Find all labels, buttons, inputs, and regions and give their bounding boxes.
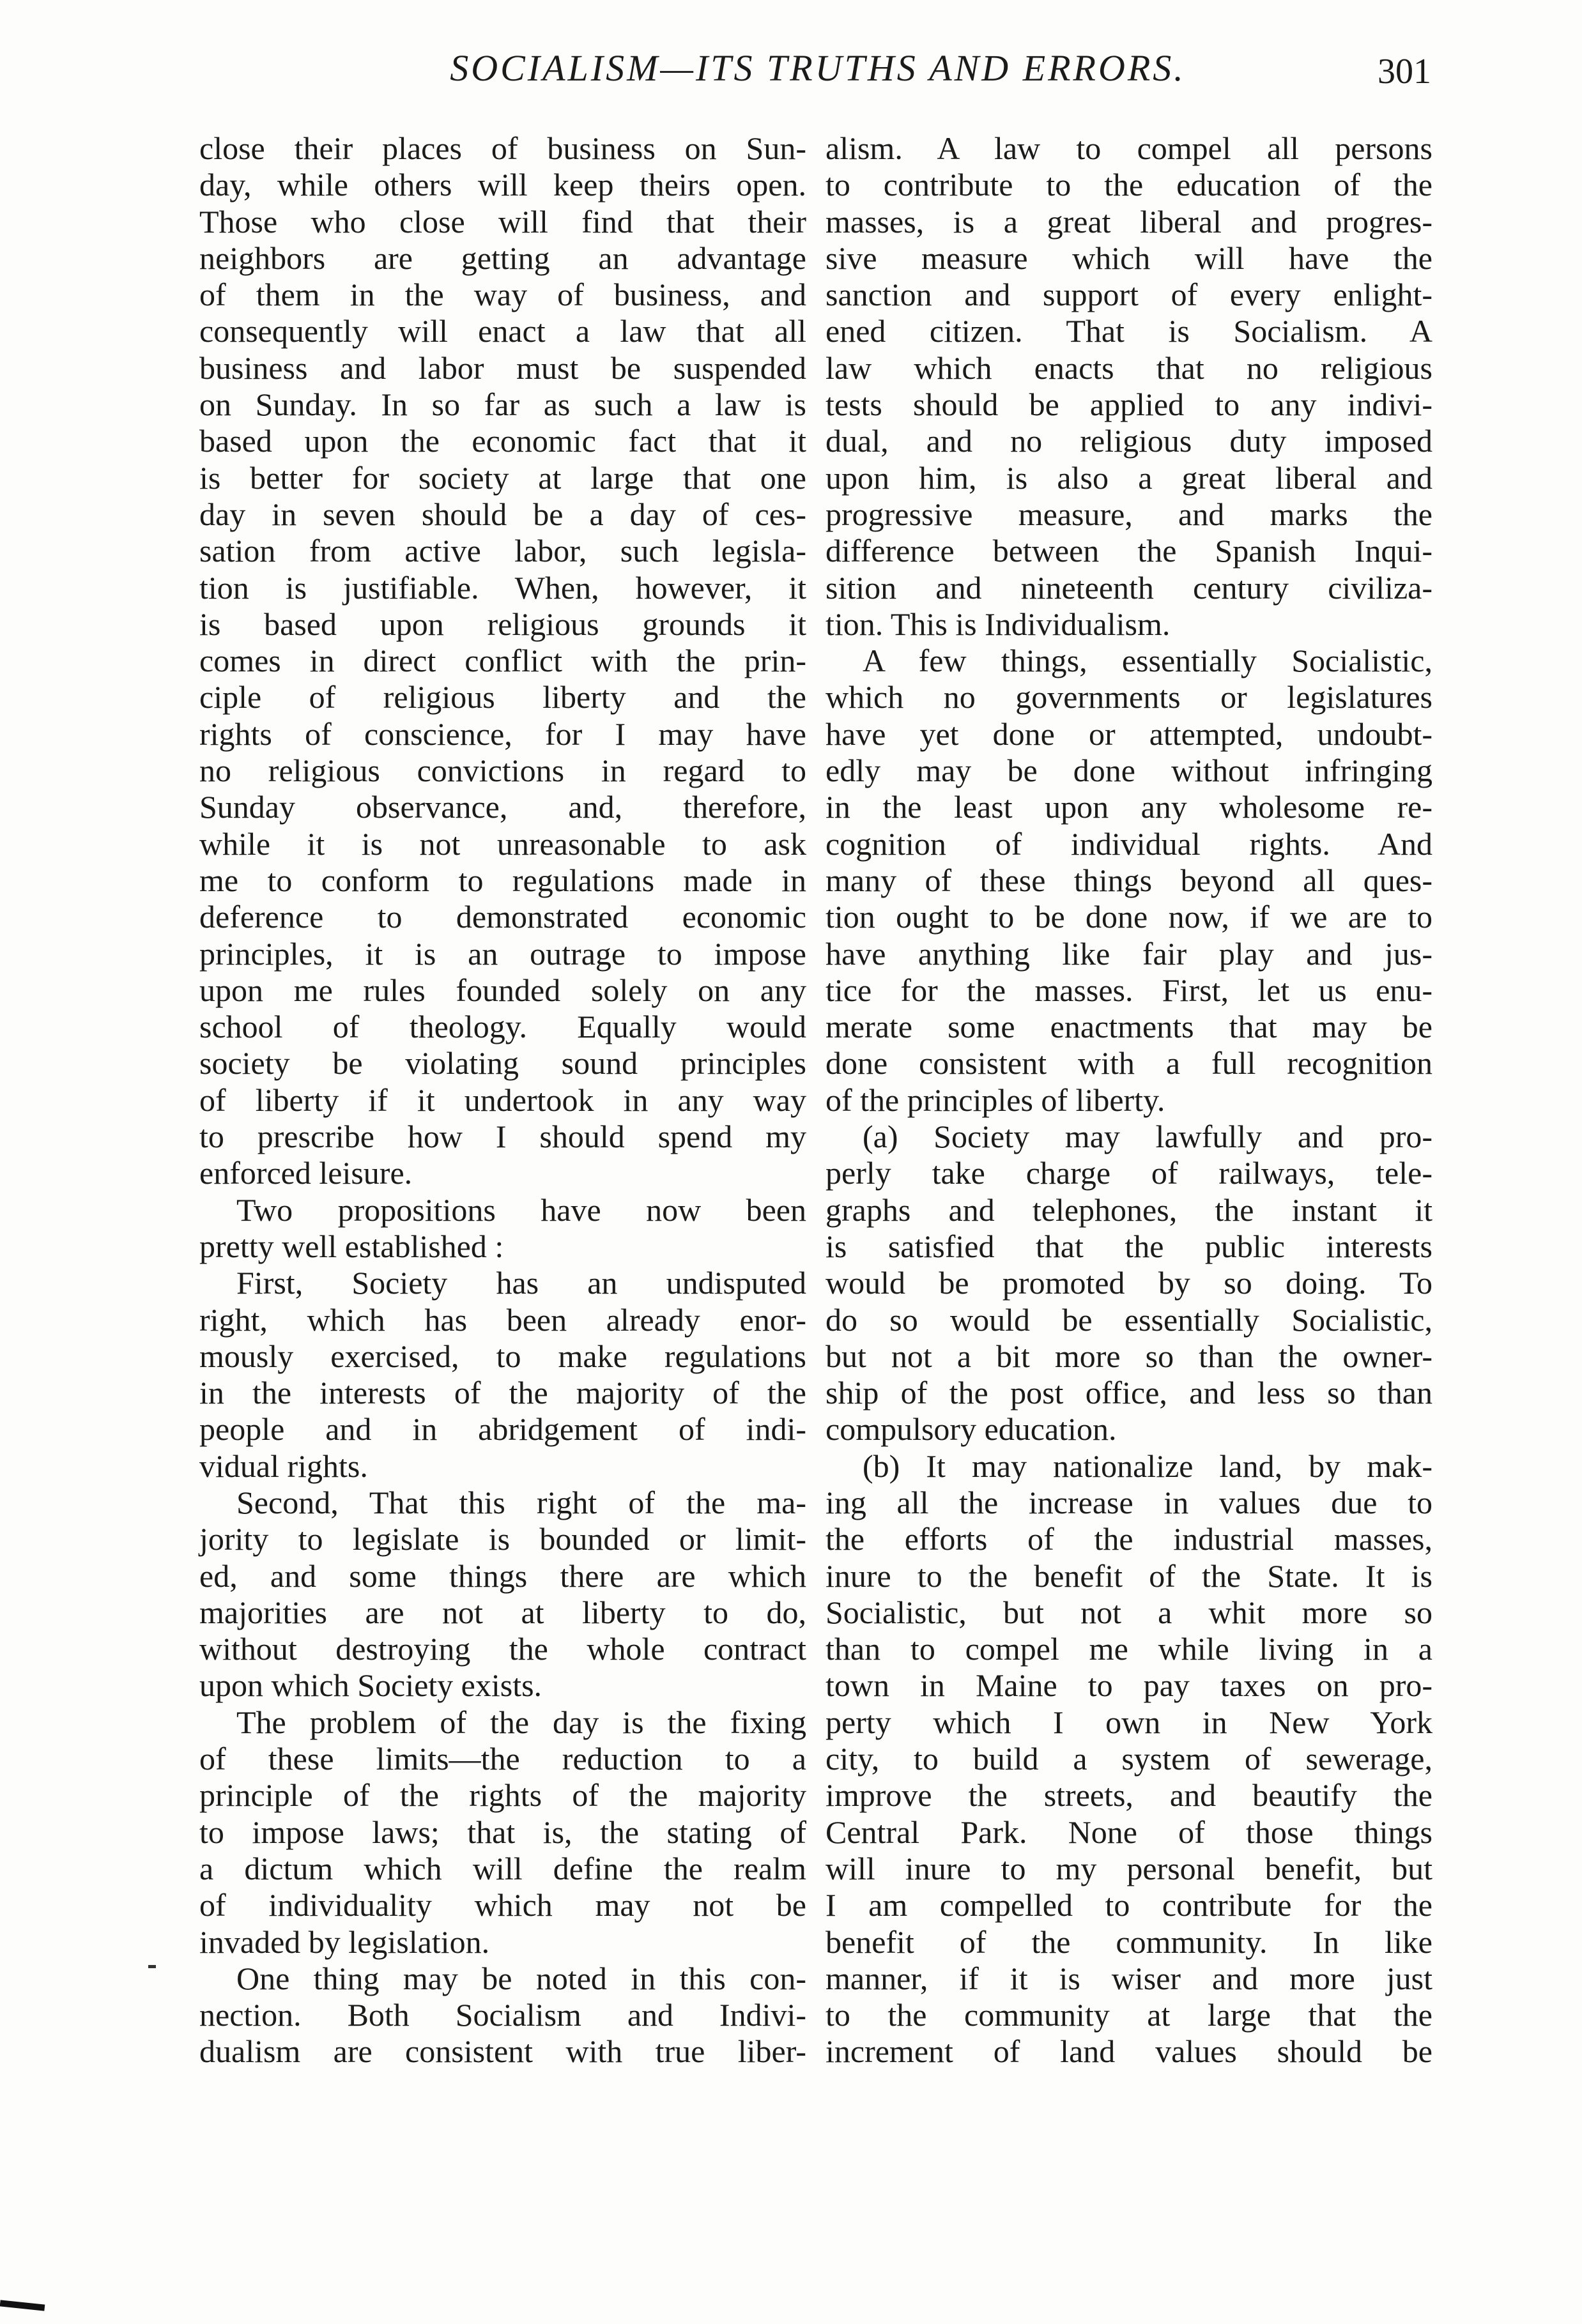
text-line: jority to legislate is bounded or limit- <box>199 1521 806 1557</box>
text-line: pretty well established : <box>199 1228 504 1264</box>
margin-mark <box>148 1965 156 1968</box>
text-line: day, while others will keep theirs open. <box>199 167 806 203</box>
text-line: vidual rights. <box>199 1448 368 1484</box>
text-line: ciple of religious liberty and the <box>199 679 806 715</box>
text-line: close their places of business on Sun- <box>199 130 806 166</box>
text-line: than to compel me while living in a <box>826 1631 1432 1667</box>
text-line: cognition of individual rights. And <box>826 825 1432 862</box>
running-header-title: SOCIALISM—ITS TRUTHS AND ERRORS. <box>450 47 1186 89</box>
text-line: to contribute to the education of the <box>826 167 1432 203</box>
text-line: principles, it is an outrage to impose <box>199 935 806 972</box>
text-line: have yet done or attempted, undoubt- <box>826 715 1432 752</box>
text-line: neighbors are getting an advantage <box>199 240 806 276</box>
text-line: A few things, essentially Socialistic, <box>863 643 1432 679</box>
text-line: of them in the way of business, and <box>199 277 806 313</box>
text-line: alism. A law to compel all persons <box>826 130 1432 166</box>
text-line: sanction and support of every enlight- <box>826 277 1432 313</box>
text-line: dualism are consistent with true liber- <box>199 2033 806 2070</box>
text-line: ed, and some things there are which <box>199 1557 806 1594</box>
text-line: increment of land values should be <box>826 2033 1432 2070</box>
text-line: upon me rules founded solely on any <box>199 972 806 1008</box>
corner-scan-mark <box>0 2300 45 2311</box>
text-line: me to conform to regulations made in <box>199 862 806 898</box>
text-line: deference to demonstrated economic <box>199 899 806 935</box>
text-line: a dictum which will define the realm <box>199 1850 806 1886</box>
text-line: of these limits—the reduction to a <box>199 1741 806 1777</box>
text-line: difference between the Spanish Inqui- <box>826 533 1432 569</box>
text-line: tion is justifiable. When, however, it <box>199 569 806 606</box>
text-line: right, which has been already enor- <box>199 1301 806 1338</box>
page-number: 301 <box>1378 52 1431 91</box>
text-line: edly may be done without infringing <box>826 753 1432 789</box>
text-line: is based upon religious grounds it <box>199 606 806 642</box>
text-line: I am compelled to contribute for the <box>826 1887 1432 1923</box>
text-line: perty which I own in New York <box>826 1704 1432 1740</box>
text-line: (a) Society may lawfully and pro- <box>863 1119 1432 1155</box>
text-line: tion ought to be done now, if we are to <box>826 899 1432 935</box>
text-line: The problem of the day is the fixing <box>236 1704 806 1740</box>
text-line: of individuality which may not be <box>199 1887 806 1923</box>
text-line: business and labor must be suspended <box>199 349 806 386</box>
text-line: of liberty if it undertook in any way <box>199 1082 806 1118</box>
text-line: graphs and telephones, the instant it <box>826 1191 1432 1228</box>
text-line: of the principles of liberty. <box>826 1082 1165 1118</box>
text-line: nection. Both Socialism and Indivi- <box>199 1997 806 2033</box>
text-line: improve the streets, and beautify the <box>826 1777 1432 1814</box>
text-line: compulsory education. <box>826 1411 1117 1448</box>
text-line: upon which Society exists. <box>199 1667 542 1704</box>
text-line: ing all the increase in values due to <box>826 1484 1432 1520</box>
text-line: One thing may be noted in this con- <box>236 1960 806 1996</box>
text-line: majorities are not at liberty to do, <box>199 1594 806 1630</box>
text-line: done consistent with a full recognition <box>826 1045 1432 1082</box>
text-line: First, Society has an undisputed <box>236 1265 806 1301</box>
text-line: manner, if it is wiser and more just <box>826 1960 1432 1996</box>
text-line: do so would be essentially Socialistic, <box>826 1301 1432 1338</box>
text-line: benefit of the community. In like <box>826 1923 1432 1960</box>
text-line: tice for the masses. First, let us enu- <box>826 972 1432 1008</box>
text-line: the efforts of the industrial masses, <box>826 1521 1432 1557</box>
text-line: city, to build a system of sewerage, <box>826 1741 1432 1777</box>
text-line: Socialistic, but not a whit more so <box>826 1594 1432 1630</box>
text-line: people and in abridgement of indi- <box>199 1411 806 1448</box>
text-line: Central Park. None of those things <box>826 1814 1432 1850</box>
text-line: sive measure which will have the <box>826 240 1432 276</box>
text-line: but not a bit more so than the owner- <box>826 1338 1432 1374</box>
left-text-column <box>199 130 806 2070</box>
text-line: Those who close will find that their <box>199 203 806 240</box>
text-line: is better for society at large that one <box>199 459 806 496</box>
text-line: school of theology. Equally would <box>199 1009 806 1045</box>
text-line: town in Maine to pay taxes on pro- <box>826 1667 1432 1704</box>
text-line: inure to the benefit of the State. It is <box>826 1557 1432 1594</box>
text-line: to the community at large that the <box>826 1997 1432 2033</box>
text-line: comes in direct conflict with the prin- <box>199 643 806 679</box>
text-line: would be promoted by so doing. To <box>826 1265 1432 1301</box>
text-line: Second, That this right of the ma- <box>236 1484 806 1520</box>
text-line: invaded by legislation. <box>199 1923 490 1960</box>
text-line: on Sunday. In so far as such a law is <box>199 386 806 423</box>
text-line: in the least upon any wholesome re- <box>826 789 1432 825</box>
text-line: upon him, is also a great liberal and <box>826 459 1432 496</box>
text-line: no religious convictions in regard to <box>199 753 806 789</box>
text-line: sition and nineteenth century civiliza- <box>826 569 1432 606</box>
text-line: rights of conscience, for I may have <box>199 715 806 752</box>
text-line: Sunday observance, and, therefore, <box>199 789 806 825</box>
text-line: mously exercised, to make regulations <box>199 1338 806 1374</box>
text-line: society be violating sound principles <box>199 1045 806 1082</box>
text-line: law which enacts that no religious <box>826 349 1432 386</box>
text-line: ened citizen. That is Socialism. A <box>826 313 1432 349</box>
text-line: Two propositions have now been <box>236 1191 806 1228</box>
text-line: progressive measure, and marks the <box>826 496 1432 532</box>
text-line: based upon the economic fact that it <box>199 423 806 459</box>
text-line: sation from active labor, such legisla- <box>199 533 806 569</box>
text-line: which no governments or legislatures <box>826 679 1432 715</box>
text-line: tion. This is Individualism. <box>826 606 1171 642</box>
text-line: have anything like fair play and jus- <box>826 935 1432 972</box>
text-line: tests should be applied to any indivi- <box>826 386 1432 423</box>
text-line: to impose laws; that is, the stating of <box>199 1814 806 1850</box>
right-text-column <box>826 130 1432 2070</box>
text-line: enforced leisure. <box>199 1155 413 1191</box>
text-line: perly take charge of railways, tele- <box>826 1155 1432 1191</box>
text-line: to prescribe how I should spend my <box>199 1119 806 1155</box>
text-line: in the interests of the majority of the <box>199 1375 806 1411</box>
text-line: will inure to my personal benefit, but <box>826 1850 1432 1886</box>
text-line: day in seven should be a day of ces- <box>199 496 806 532</box>
text-line: consequently will enact a law that all <box>199 313 806 349</box>
text-line: is satisfied that the public interests <box>826 1228 1432 1264</box>
text-line: principle of the rights of the majority <box>199 1777 806 1814</box>
text-line: ship of the post office, and less so than <box>826 1375 1432 1411</box>
text-line: masses, is a great liberal and progres- <box>826 203 1432 240</box>
text-line: (b) It may nationalize land, by mak- <box>863 1448 1432 1484</box>
text-line: without destroying the whole contract <box>199 1631 806 1667</box>
text-line: dual, and no religious duty imposed <box>826 423 1432 459</box>
text-line: while it is not unreasonable to ask <box>199 825 806 862</box>
text-line: merate some enactments that may be <box>826 1009 1432 1045</box>
text-line: many of these things beyond all ques- <box>826 862 1432 898</box>
